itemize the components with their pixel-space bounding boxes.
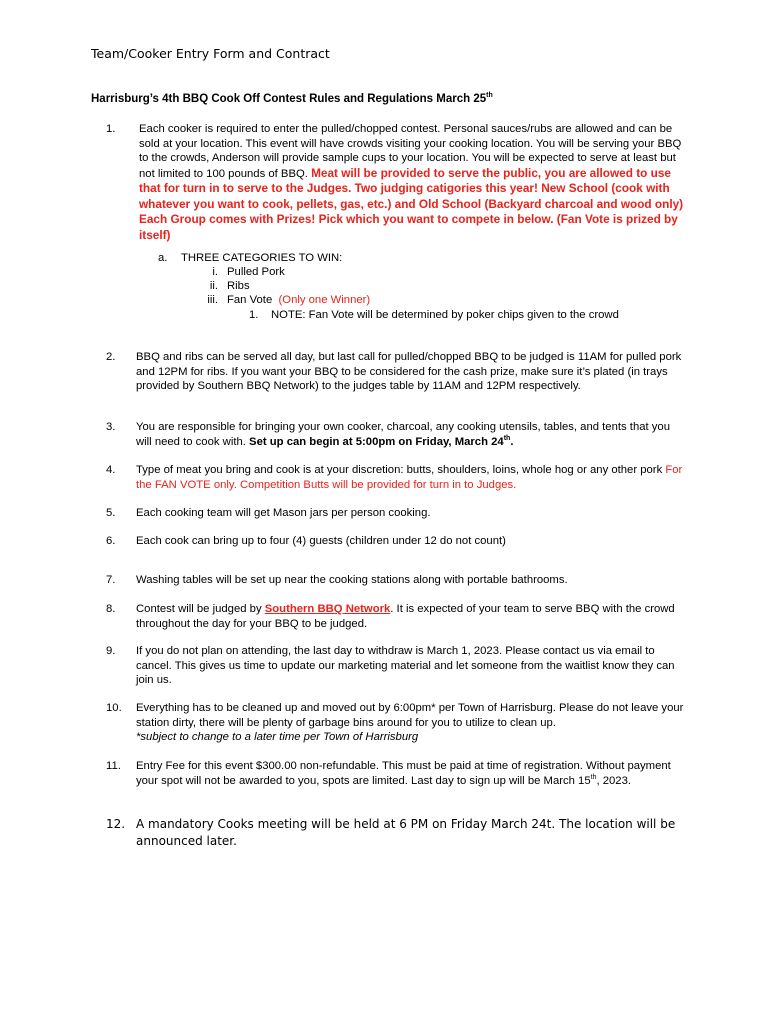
rule-number: 1.	[106, 123, 116, 135]
category-text: Ribs	[227, 280, 250, 292]
categories-label: THREE CATEGORIES TO WIN:	[181, 252, 343, 264]
rule-text: Contest will be judged by	[136, 603, 262, 615]
rule-text: Entry Fee for this event $300.00 non-refundable. This must be paid at time of registration. Without payment your spot will not be awarded to you, spots are limited. Last day to sign up will be March 15	[136, 760, 671, 787]
category-text: Fan Vote	[227, 294, 273, 306]
category-note-red: (Only one Winner)	[278, 294, 371, 306]
rule-number: 4.	[106, 464, 116, 476]
rule-number: 10.	[106, 702, 122, 714]
title-superscript: th	[486, 92, 493, 100]
rule-number: 9.	[106, 645, 116, 657]
rule-bold-end: .	[510, 435, 514, 448]
rule-number: 11.	[106, 760, 121, 772]
rule-text: Everything has to be cleaned up and moved out by 6:00pm* per Town of Harrisburg. Please do not leave your station dirty, there will be plenty of garbage bins around for you to utilize to clean up.	[136, 702, 684, 729]
rule-superscript: th	[590, 773, 597, 781]
rule-text: A mandatory Cooks meeting will be held at 6 PM on Friday March 24t. The location will be announced later.	[136, 817, 676, 848]
category-num: iii.	[207, 294, 218, 306]
rule-number: 3.	[106, 421, 116, 433]
rule-text: You are responsible for bringing your own cooker, charcoal, any cooking utensils, tables, and tents that you will need to cook with.	[136, 421, 670, 448]
rule-number: 6.	[106, 535, 116, 547]
rule-text-end: , 2023.	[596, 774, 632, 787]
rule-text: Each cooker is required to enter the pulled/chopped contest. Personal sauces/rubs are allowed and can be sold at your location. This event will have crowds visiting your cooking location. You will be serving your BBQ to the crowds, Anderson will provide sample cups to your location. You will be expected to serve at least but not limited to 100 pounds of BBQ.	[139, 123, 682, 180]
category-num: i.	[212, 266, 218, 278]
form-header: Team/Cooker Entry Form and Contract	[91, 46, 330, 61]
rule-italic-note: *subject to change to a later time per Town of Harrisburg	[136, 731, 419, 743]
category-text: Pulled Pork	[227, 266, 285, 278]
fan-vote-note: NOTE: Fan Vote will be determined by poker chips given to the crowd	[271, 309, 619, 321]
categories-label-num: a.	[158, 252, 168, 264]
rule-text: BBQ and ribs can be served all day, but last call for pulled/chopped BBQ to be judged is 11AM for pulled pork and 12PM for ribs. If you want your BBQ to be considered for the cash prize, make sure it’s plated (in trays provided by Southern BBQ Network) to the judges table by 11AM and 12PM respectively.	[136, 351, 682, 392]
rule-text: Washing tables will be set up near the cooking stations along with portable bathrooms.	[136, 574, 568, 586]
fan-vote-note-num: 1.	[249, 309, 259, 321]
category-num: ii.	[209, 280, 218, 292]
title-text: Harrisburg’s 4th BBQ Cook Off Contest Rules and Regulations March 25	[91, 93, 487, 105]
rule-bold-text: Set up can begin at 5:00pm on Friday, March 24	[249, 435, 504, 448]
rule-text: Each cooking team will get Mason jars per person cooking.	[136, 507, 431, 519]
rule-bold-superscript: th	[503, 434, 511, 442]
rule-number: 5.	[106, 507, 116, 519]
rule-red-text: For the FAN VOTE only. Competition Butts will be provided for turn in to Judges.	[136, 464, 683, 491]
rule-number: 7.	[106, 574, 116, 586]
rule-text: Each cook can bring up to four (4) guests (children under 12 do not count)	[136, 535, 506, 547]
rule-red-text: Meat will be provided to serve the public, you are allowed to use that for turn in to serve to the Judges. Two judging catigories this year! New School (cook with whatever you want to cook, pellets, gas, etc.) and Old School (Backyard charcoal and wood only) Each Group comes with Prizes! Pick which you want to compete in below. (Fan Vote is prized by itself)	[139, 165, 684, 242]
rule-text-continued: . It is expected of your team to serve BBQ with the crowd throughout the day for your BBQ to be judged.	[136, 603, 675, 630]
document-title	[91, 93, 493, 105]
rule-number: 12.	[106, 817, 126, 831]
southern-bbq-network-link[interactable]: Southern BBQ Network	[264, 603, 391, 615]
rule-number: 2.	[106, 351, 116, 363]
rule-number: 8.	[106, 603, 116, 615]
rule-text: Type of meat you bring and cook is at your discretion: butts, shoulders, loins, whole hog or any other pork	[136, 464, 663, 476]
rule-text: If you do not plan on attending, the last day to withdraw is March 1, 2023. Please contact us via email to cancel. This gives us time to update our marketing material and let someone from the waitlist know they can join us.	[136, 645, 675, 686]
